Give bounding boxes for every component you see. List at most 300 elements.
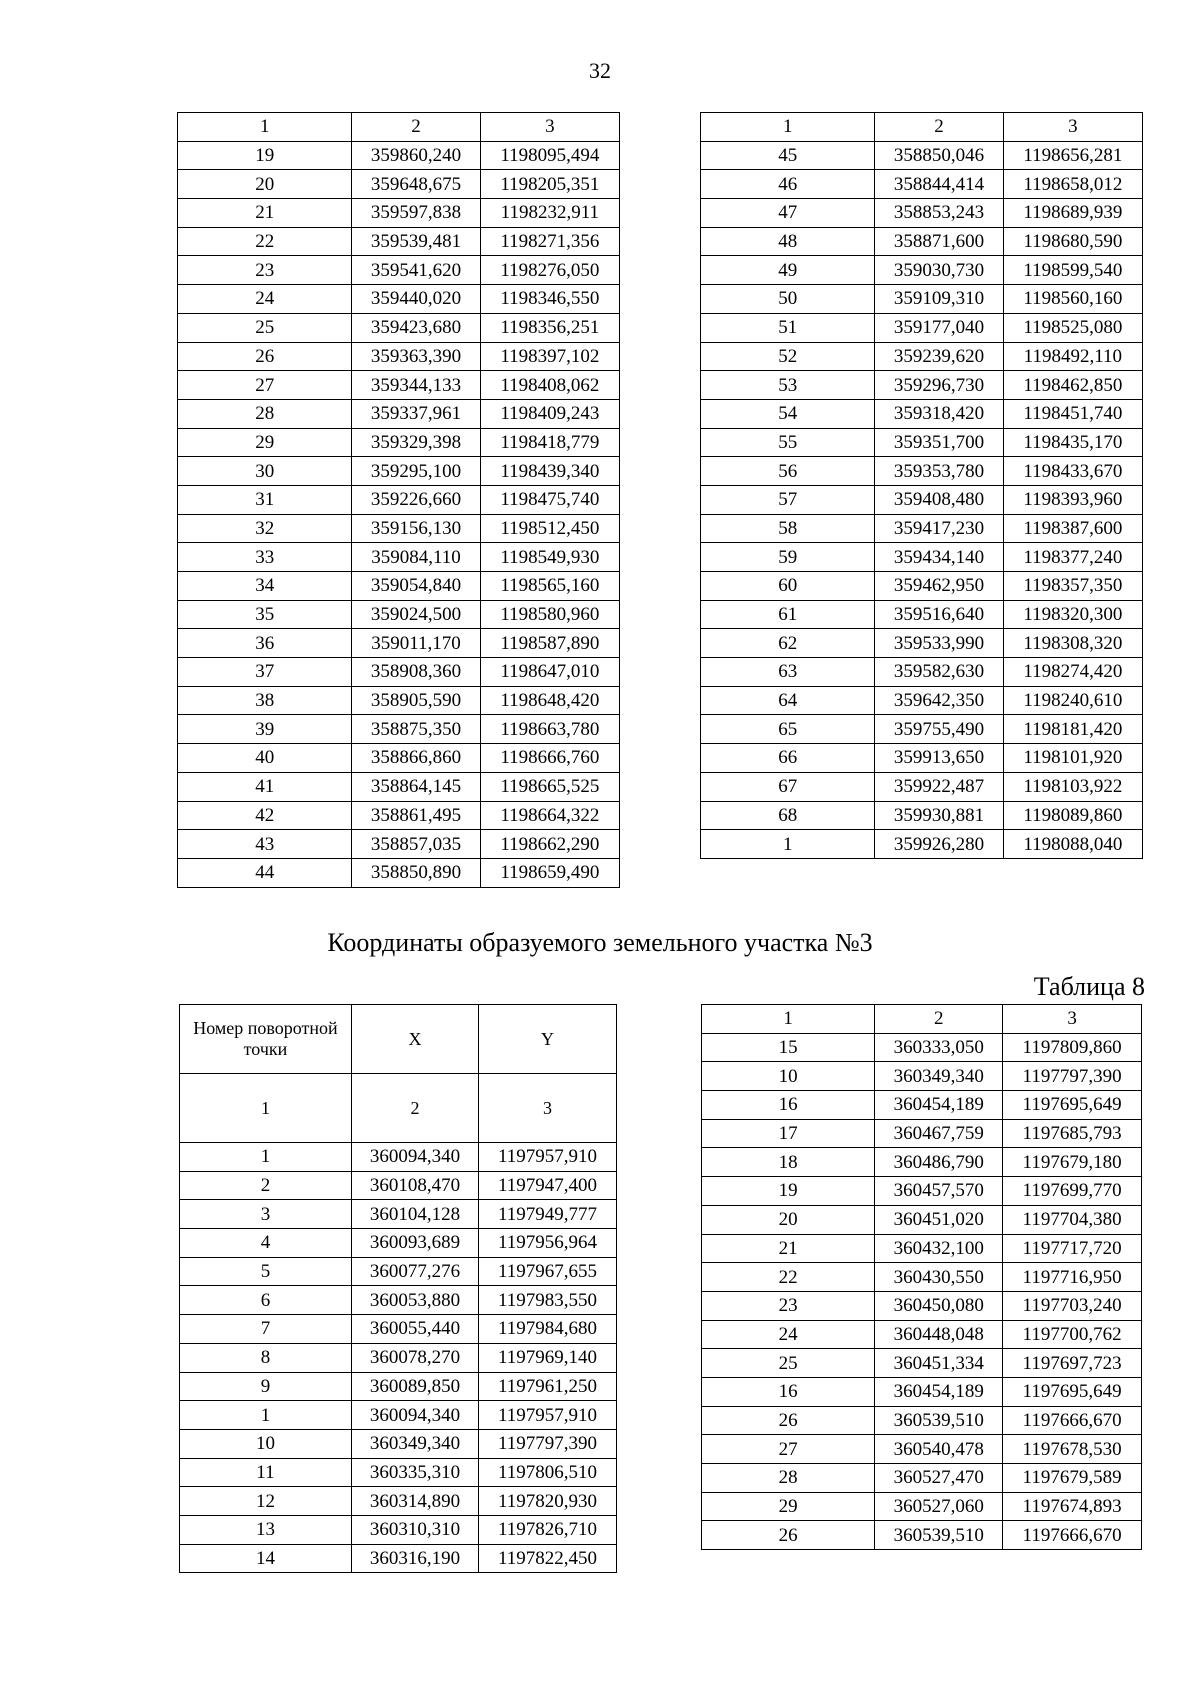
table-row [180, 1315, 617, 1344]
y-coordinate-cell: 1198599,540 [1003, 256, 1142, 285]
point-number-cell: 23 [702, 1291, 875, 1320]
y-header: Y [478, 1005, 616, 1074]
point-number-cell: 66 [701, 744, 875, 773]
point-number-cell: 53 [701, 371, 875, 400]
x-coordinate-cell: 358871,600 [875, 227, 1003, 256]
point-number-cell: 1 [701, 830, 875, 859]
table-row [178, 543, 620, 572]
x-coordinate-cell: 360454,189 [875, 1091, 1003, 1120]
coordinates-table-continued-left [177, 112, 620, 888]
y-coordinate-cell: 1198549,930 [480, 543, 619, 572]
x-coordinate-cell: 360094,340 [351, 1401, 478, 1430]
point-number-cell: 10 [702, 1062, 875, 1091]
point-number-cell: 55 [701, 428, 875, 457]
point-number-cell: 35 [178, 600, 352, 629]
point-number-cell: 60 [701, 572, 875, 601]
coordinates-table-continued-right [700, 112, 1143, 859]
y-coordinate-cell: 1198409,243 [480, 399, 619, 428]
table-row [701, 600, 1143, 629]
point-number-cell: 43 [178, 830, 352, 859]
point-number-cell: 40 [178, 744, 352, 773]
point-number-cell: 11 [180, 1458, 352, 1487]
x-coordinate-cell: 358861,495 [352, 801, 480, 830]
y-coordinate-cell: 1198418,779 [480, 428, 619, 457]
point-number-cell: 49 [701, 256, 875, 285]
table-row [701, 658, 1143, 687]
point-number-cell: 26 [178, 342, 352, 371]
table-row [178, 371, 620, 400]
table-row [178, 801, 620, 830]
y-coordinate-cell: 1198232,911 [480, 199, 619, 228]
point-number-cell: 28 [178, 399, 352, 428]
point-number-cell: 64 [701, 686, 875, 715]
column-number-row [701, 113, 1143, 142]
point-number-cell: 8 [180, 1343, 352, 1372]
point-number-cell: 16 [702, 1091, 875, 1120]
x-coordinate-cell: 360432,100 [875, 1234, 1003, 1263]
table-row [178, 514, 620, 543]
table-label: Таблица 8 [1033, 972, 1145, 1001]
table-row [701, 572, 1143, 601]
x-coordinate-cell: 360077,276 [351, 1257, 478, 1286]
x-coordinate-cell: 360310,310 [351, 1515, 478, 1544]
point-number-header: Номер поворотной точки [180, 1005, 352, 1074]
x-coordinate-cell: 359516,640 [875, 600, 1003, 629]
table-row [701, 227, 1143, 256]
parcel-3-coordinates-table-left [179, 1004, 617, 1573]
x-coordinate-cell: 359318,420 [875, 399, 1003, 428]
table-row [702, 1435, 1142, 1464]
point-number-cell: 17 [702, 1119, 875, 1148]
table-row [178, 744, 620, 773]
table-row [180, 1143, 617, 1172]
section-title: Координаты образуемого земельного участка №3 [327, 928, 873, 957]
point-number-cell: 32 [178, 514, 352, 543]
x-coordinate-cell: 358864,145 [352, 772, 480, 801]
table-row [178, 313, 620, 342]
column-number-row [702, 1005, 1142, 1034]
y-coordinate-cell: 1198587,890 [480, 629, 619, 658]
table-row [701, 399, 1143, 428]
point-number-cell: 13 [180, 1515, 352, 1544]
table-row [701, 715, 1143, 744]
x-coordinate-cell: 359597,838 [352, 199, 480, 228]
point-number-cell: 34 [178, 572, 352, 601]
table-row [178, 772, 620, 801]
x-coordinate-cell: 359930,881 [875, 801, 1003, 830]
table-row [178, 141, 620, 170]
table-row [702, 1033, 1142, 1062]
y-coordinate-cell: 1198475,740 [480, 485, 619, 514]
table-row [178, 830, 620, 859]
column-number: 3 [478, 1074, 616, 1143]
point-number-cell: 25 [702, 1349, 875, 1378]
table-row [178, 256, 620, 285]
point-number-cell: 4 [180, 1229, 352, 1258]
y-coordinate-cell: 1197666,670 [1003, 1406, 1142, 1435]
table-row [178, 170, 620, 199]
x-coordinate-cell: 359226,660 [352, 485, 480, 514]
table-row [178, 715, 620, 744]
column-number: 3 [480, 113, 619, 142]
x-coordinate-cell: 360450,080 [875, 1291, 1003, 1320]
x-coordinate-cell: 359582,630 [875, 658, 1003, 687]
page-number: 32 [589, 58, 611, 83]
x-coordinate-cell: 360448,048 [875, 1320, 1003, 1349]
x-coordinate-cell: 360540,478 [875, 1435, 1003, 1464]
x-coordinate-cell: 359913,650 [875, 744, 1003, 773]
table-row [701, 428, 1143, 457]
y-coordinate-cell: 1198525,080 [1003, 313, 1142, 342]
table-row [702, 1291, 1142, 1320]
y-coordinate-cell: 1197704,380 [1003, 1205, 1142, 1234]
point-number-cell: 20 [178, 170, 352, 199]
x-coordinate-cell: 358853,243 [875, 199, 1003, 228]
table-row [178, 600, 620, 629]
table-row [701, 801, 1143, 830]
x-coordinate-cell: 360486,790 [875, 1148, 1003, 1177]
x-coordinate-cell: 360053,880 [351, 1286, 478, 1315]
column-number: 1 [180, 1074, 352, 1143]
table-row [702, 1205, 1142, 1234]
point-number-cell: 56 [701, 457, 875, 486]
x-coordinate-cell: 360527,470 [875, 1464, 1003, 1493]
x-coordinate-cell: 359156,130 [352, 514, 480, 543]
x-coordinate-cell: 360089,850 [351, 1372, 478, 1401]
table-row [178, 428, 620, 457]
table-row [180, 1286, 617, 1315]
table-row [178, 485, 620, 514]
x-coordinate-cell: 359541,620 [352, 256, 480, 285]
y-coordinate-cell: 1198274,420 [1003, 658, 1142, 687]
y-coordinate-cell: 1198377,240 [1003, 543, 1142, 572]
x-coordinate-cell: 359024,500 [352, 600, 480, 629]
y-coordinate-cell: 1198240,610 [1003, 686, 1142, 715]
y-coordinate-cell: 1198680,590 [1003, 227, 1142, 256]
y-coordinate-cell: 1198580,960 [480, 600, 619, 629]
x-coordinate-cell: 359084,110 [352, 543, 480, 572]
y-coordinate-cell: 1197685,793 [1003, 1119, 1142, 1148]
point-number-cell: 39 [178, 715, 352, 744]
x-coordinate-cell: 359054,840 [352, 572, 480, 601]
point-number-cell: 29 [178, 428, 352, 457]
y-coordinate-cell: 1197983,550 [478, 1286, 616, 1315]
table-row [701, 313, 1143, 342]
point-number-cell: 5 [180, 1257, 352, 1286]
x-coordinate-cell: 359344,133 [352, 371, 480, 400]
x-coordinate-cell: 360093,689 [351, 1229, 478, 1258]
table-row [701, 744, 1143, 773]
table-row [180, 1343, 617, 1372]
point-number-cell: 42 [178, 801, 352, 830]
x-coordinate-cell: 359030,730 [875, 256, 1003, 285]
point-number-cell: 63 [701, 658, 875, 687]
x-coordinate-cell: 360055,440 [351, 1315, 478, 1344]
column-number: 2 [352, 113, 480, 142]
table-row [701, 199, 1143, 228]
table-row [180, 1229, 617, 1258]
table-row [702, 1091, 1142, 1120]
y-coordinate-cell: 1198408,062 [480, 371, 619, 400]
table-row [178, 572, 620, 601]
y-coordinate-cell: 1197820,930 [478, 1487, 616, 1516]
y-coordinate-cell: 1198560,160 [1003, 285, 1142, 314]
table-row [702, 1148, 1142, 1177]
table-row [702, 1062, 1142, 1091]
table-row [180, 1401, 617, 1430]
point-number-cell: 46 [701, 170, 875, 199]
point-number-cell: 25 [178, 313, 352, 342]
y-coordinate-cell: 1197679,589 [1003, 1464, 1142, 1493]
table-row [180, 1515, 617, 1544]
y-coordinate-cell: 1197703,240 [1003, 1291, 1142, 1320]
y-coordinate-cell: 1198308,320 [1003, 629, 1142, 658]
y-coordinate-cell: 1197961,250 [478, 1372, 616, 1401]
y-coordinate-cell: 1198103,922 [1003, 772, 1142, 801]
column-number: 2 [351, 1074, 478, 1143]
point-number-cell: 23 [178, 256, 352, 285]
y-coordinate-cell: 1198647,010 [480, 658, 619, 687]
y-coordinate-cell: 1198095,494 [480, 141, 619, 170]
table-row [178, 686, 620, 715]
table-row [701, 141, 1143, 170]
header-row [180, 1005, 617, 1074]
y-coordinate-cell: 1198658,012 [1003, 170, 1142, 199]
point-number-cell: 51 [701, 313, 875, 342]
x-coordinate-cell: 360316,190 [351, 1544, 478, 1573]
column-number: 1 [702, 1005, 875, 1034]
point-number-cell: 27 [178, 371, 352, 400]
y-coordinate-cell: 1198435,170 [1003, 428, 1142, 457]
point-number-cell: 50 [701, 285, 875, 314]
point-number-cell: 14 [180, 1544, 352, 1573]
x-coordinate-cell: 359417,230 [875, 514, 1003, 543]
x-coordinate-cell: 359295,100 [352, 457, 480, 486]
x-coordinate-cell: 360335,310 [351, 1458, 478, 1487]
table-row [178, 658, 620, 687]
y-coordinate-cell: 1198346,550 [480, 285, 619, 314]
y-coordinate-cell: 1198656,281 [1003, 141, 1142, 170]
x-coordinate-cell: 359177,040 [875, 313, 1003, 342]
y-coordinate-cell: 1197678,530 [1003, 1435, 1142, 1464]
x-coordinate-cell: 359351,700 [875, 428, 1003, 457]
y-coordinate-cell: 1198356,251 [480, 313, 619, 342]
table-row [178, 629, 620, 658]
y-coordinate-cell: 1197957,910 [478, 1401, 616, 1430]
point-number-cell: 1 [180, 1401, 352, 1430]
table-row [701, 285, 1143, 314]
x-coordinate-cell: 359533,990 [875, 629, 1003, 658]
x-coordinate-cell: 359642,350 [875, 686, 1003, 715]
x-coordinate-cell: 358875,350 [352, 715, 480, 744]
column-number: 1 [701, 113, 875, 142]
y-coordinate-cell: 1198320,300 [1003, 600, 1142, 629]
y-coordinate-cell: 1198439,340 [480, 457, 619, 486]
y-coordinate-cell: 1197679,180 [1003, 1148, 1142, 1177]
y-coordinate-cell: 1197969,140 [478, 1343, 616, 1372]
x-coordinate-cell: 359922,487 [875, 772, 1003, 801]
point-number-cell: 27 [702, 1435, 875, 1464]
point-number-cell: 45 [701, 141, 875, 170]
x-coordinate-cell: 359329,398 [352, 428, 480, 457]
point-number-cell: 47 [701, 199, 875, 228]
x-coordinate-cell: 360527,060 [875, 1492, 1003, 1521]
x-coordinate-cell: 359423,680 [352, 313, 480, 342]
y-coordinate-cell: 1197716,950 [1003, 1263, 1142, 1292]
x-coordinate-cell: 358866,860 [352, 744, 480, 773]
column-number-row [180, 1074, 617, 1143]
y-coordinate-cell: 1198665,525 [480, 772, 619, 801]
table-row [178, 227, 620, 256]
y-coordinate-cell: 1198181,420 [1003, 715, 1142, 744]
point-number-cell: 44 [178, 858, 352, 887]
x-coordinate-cell: 359109,310 [875, 285, 1003, 314]
point-number-cell: 38 [178, 686, 352, 715]
point-number-cell: 37 [178, 658, 352, 687]
point-number-cell: 57 [701, 485, 875, 514]
point-number-cell: 28 [702, 1464, 875, 1493]
y-coordinate-cell: 1198101,920 [1003, 744, 1142, 773]
x-coordinate-cell: 358850,046 [875, 141, 1003, 170]
point-number-cell: 26 [702, 1406, 875, 1435]
y-coordinate-cell: 1198271,356 [480, 227, 619, 256]
table-row [178, 342, 620, 371]
table-row [180, 1257, 617, 1286]
y-coordinate-cell: 1198662,290 [480, 830, 619, 859]
y-coordinate-cell: 1197697,723 [1003, 1349, 1142, 1378]
point-number-cell: 48 [701, 227, 875, 256]
column-number: 1 [178, 113, 352, 142]
y-coordinate-cell: 1197957,910 [478, 1143, 616, 1172]
x-coordinate-cell: 360451,020 [875, 1205, 1003, 1234]
table-row [701, 485, 1143, 514]
x-coordinate-cell: 360430,550 [875, 1263, 1003, 1292]
point-number-cell: 33 [178, 543, 352, 572]
x-coordinate-cell: 359011,170 [352, 629, 480, 658]
x-coordinate-cell: 360094,340 [351, 1143, 478, 1172]
x-coordinate-cell: 360314,890 [351, 1487, 478, 1516]
x-coordinate-cell: 360451,334 [875, 1349, 1003, 1378]
point-number-cell: 59 [701, 543, 875, 572]
table-row [178, 858, 620, 887]
point-number-cell: 21 [178, 199, 352, 228]
y-coordinate-cell: 1198451,740 [1003, 399, 1142, 428]
y-coordinate-cell: 1198565,160 [480, 572, 619, 601]
point-number-cell: 7 [180, 1315, 352, 1344]
x-coordinate-cell: 360539,510 [875, 1406, 1003, 1435]
table-row [180, 1429, 617, 1458]
x-coordinate-cell: 358908,360 [352, 658, 480, 687]
table-row [180, 1544, 617, 1573]
y-coordinate-cell: 1198648,420 [480, 686, 619, 715]
x-coordinate-cell: 360333,050 [875, 1033, 1003, 1062]
y-coordinate-cell: 1198512,450 [480, 514, 619, 543]
table-row [702, 1377, 1142, 1406]
x-coordinate-cell: 359239,620 [875, 342, 1003, 371]
point-number-cell: 16 [702, 1377, 875, 1406]
y-coordinate-cell: 1198433,670 [1003, 457, 1142, 486]
x-coordinate-cell: 360454,189 [875, 1377, 1003, 1406]
x-coordinate-cell: 359539,481 [352, 227, 480, 256]
table-row [702, 1263, 1142, 1292]
table-row [702, 1406, 1142, 1435]
y-coordinate-cell: 1197949,777 [478, 1200, 616, 1229]
y-coordinate-cell: 1198089,860 [1003, 801, 1142, 830]
table-row [180, 1372, 617, 1401]
table-row [702, 1349, 1142, 1378]
table-row [701, 543, 1143, 572]
table-row [702, 1320, 1142, 1349]
point-number-cell: 19 [702, 1177, 875, 1206]
point-number-cell: 29 [702, 1492, 875, 1521]
x-coordinate-cell: 359648,675 [352, 170, 480, 199]
table-row [180, 1458, 617, 1487]
x-coordinate-cell: 359353,780 [875, 457, 1003, 486]
table-row [702, 1492, 1142, 1521]
table-row [701, 371, 1143, 400]
point-number-cell: 58 [701, 514, 875, 543]
y-coordinate-cell: 1197956,964 [478, 1229, 616, 1258]
point-number-cell: 36 [178, 629, 352, 658]
table-row [701, 256, 1143, 285]
point-number-cell: 19 [178, 141, 352, 170]
parcel-3-coordinates-table-right [701, 1004, 1142, 1550]
point-number-cell: 52 [701, 342, 875, 371]
point-number-cell: 9 [180, 1372, 352, 1401]
point-number-cell: 26 [702, 1521, 875, 1550]
point-number-cell: 22 [178, 227, 352, 256]
y-coordinate-cell: 1197717,720 [1003, 1234, 1142, 1263]
x-coordinate-cell: 358844,414 [875, 170, 1003, 199]
y-coordinate-cell: 1198492,110 [1003, 342, 1142, 371]
table-row [701, 457, 1143, 486]
y-coordinate-cell: 1198462,850 [1003, 371, 1142, 400]
y-coordinate-cell: 1197674,893 [1003, 1492, 1142, 1521]
point-number-cell: 62 [701, 629, 875, 658]
y-coordinate-cell: 1197947,400 [478, 1171, 616, 1200]
table-row [702, 1464, 1142, 1493]
point-number-cell: 54 [701, 399, 875, 428]
x-coordinate-cell: 359755,490 [875, 715, 1003, 744]
y-coordinate-cell: 1198689,939 [1003, 199, 1142, 228]
table-row [178, 399, 620, 428]
table-row [701, 342, 1143, 371]
x-coordinate-cell: 359363,390 [352, 342, 480, 371]
point-number-cell: 67 [701, 772, 875, 801]
table-row [180, 1200, 617, 1229]
x-coordinate-cell: 359926,280 [875, 830, 1003, 859]
y-coordinate-cell: 1198088,040 [1003, 830, 1142, 859]
column-number: 3 [1003, 113, 1142, 142]
column-number-row [178, 113, 620, 142]
table-row [701, 170, 1143, 199]
y-coordinate-cell: 1198664,322 [480, 801, 619, 830]
point-number-cell: 2 [180, 1171, 352, 1200]
y-coordinate-cell: 1197826,710 [478, 1515, 616, 1544]
y-coordinate-cell: 1198357,350 [1003, 572, 1142, 601]
point-number-cell: 65 [701, 715, 875, 744]
point-number-cell: 61 [701, 600, 875, 629]
point-number-cell: 41 [178, 772, 352, 801]
x-coordinate-cell: 359408,480 [875, 485, 1003, 514]
point-number-cell: 15 [702, 1033, 875, 1062]
x-coordinate-cell: 360349,340 [351, 1429, 478, 1458]
column-number: 3 [1003, 1005, 1142, 1034]
x-coordinate-cell: 360349,340 [875, 1062, 1003, 1091]
y-coordinate-cell: 1197797,390 [478, 1429, 616, 1458]
x-coordinate-cell: 359440,020 [352, 285, 480, 314]
table-row [702, 1177, 1142, 1206]
